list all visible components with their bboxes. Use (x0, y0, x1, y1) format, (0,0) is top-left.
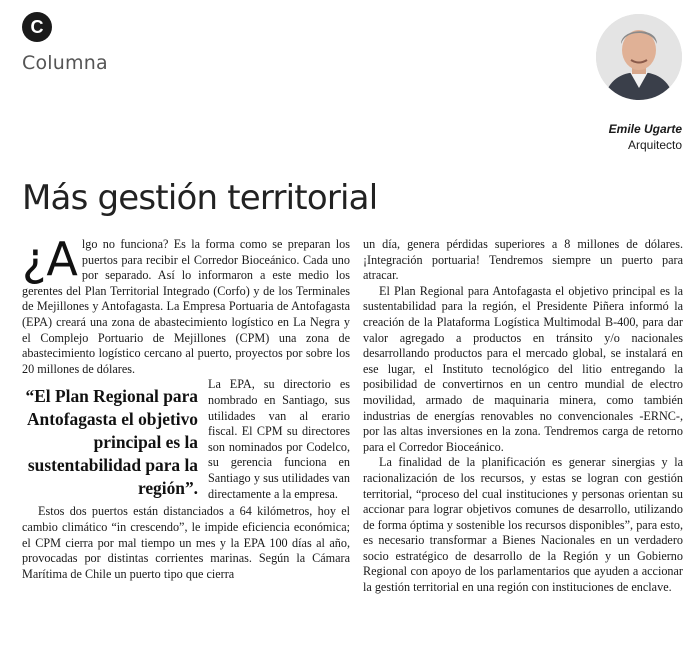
column-badge: C (22, 12, 52, 42)
paragraph-1-text: lgo no funciona? Es la forma como se preparan los puertos para recibir el Corredor Bioceánico. Cada uno por separado. Así lo informaron a este medio los gerentes del Plan Territorial Integrado (Corfo) y de los Terminales de Mejillones y Antofagasta. La Empresa Portuaria de Antofagasta (EPA) creará una zona de abastecimiento logístico en La Negra y el Complejo Portuario de Mejillones (CPM) una zona de abastecimiento logístico cercano al puerto, proyectos por sobre los 20 millones de dólares. (22, 237, 350, 376)
pull-quote: “El Plan Regional para Antofagasta el objetivo principal es la sustentabilidad para la región”. (25, 386, 198, 499)
paragraph-1 (22, 232, 350, 377)
author-photo (596, 14, 682, 100)
paragraph-4: un día, genera pérdidas superiores a 8 millones de dólares. ¡Integración portuaria! Tendremos siempre un puerto para atracar. (363, 237, 683, 283)
author-byline (609, 121, 682, 153)
paragraph-3: Estos dos puertos están distanciados a 64 kilómetros, hoy el cambio climático “in crescendo”, le impide eficiencia económica; el CPM cierra por mal tiempo un mes y la EPA 100 días al año, provocadas por distintas corrientes marinas. Según la Cámara Marítima de Chile un puerto tipo que cierra (22, 504, 350, 581)
paragraph-2: La EPA, su directorio es nombrado en Santiago, sus utilidades van al erario fiscal. El CPM su directores son nominados por Codelco, su gerencia funciona en Santiago y sus utilidades van directamente a la empresa. (208, 377, 350, 501)
headline: Más gestión territorial (22, 178, 378, 218)
article-column-1 (22, 232, 350, 647)
author-role: Arquitecto (627, 138, 682, 152)
section-label: Columna (22, 52, 108, 74)
author-name: Emile Ugarte (608, 122, 682, 136)
paragraph-6: La finalidad de la planificación es generar sinergias y la racionalización de los recursos, y estas se logran con gestión territorial, “proceso del cual instituciones y personas orientan su accionar para lograr objetivos comunes de desarrollo, utilizando de forma óptima y sostenible los recursos disponibles”, para esto, es necesario transformar a Bienes Nacionales en un verdadero socio estratégico de desarrollo de la Región y un Gobierno Regional con apoyo de los parlamentarios que ayuden a accionar la gestión territorial en una región con instituciones de enclave. (363, 455, 683, 595)
dropcap: ¿A (22, 232, 78, 286)
author-portrait-icon (596, 14, 682, 100)
paragraph-5: El Plan Regional para Antofagasta el objetivo principal es la sustentabilidad para la región, el Presidente Piñera informó la creación de la Plataforma Logística Multimodal B-400, para dar valor agregado a productos en tránsito y/o nacionales desarrollando productos para el mercado global, se instalará en ese lugar, el Instituto tecnológico del litio entregando la posibilidad de convertirnos en un centro mundial de electro movilidad, armado de maquinaria minera, como también industrias de energías renovables no convencionales -ERNC-, por las altas inversiones en la zona. Tendremos carga de retorno para el Corredor Bioceánico. (363, 283, 683, 454)
article-column-2 (363, 237, 683, 647)
